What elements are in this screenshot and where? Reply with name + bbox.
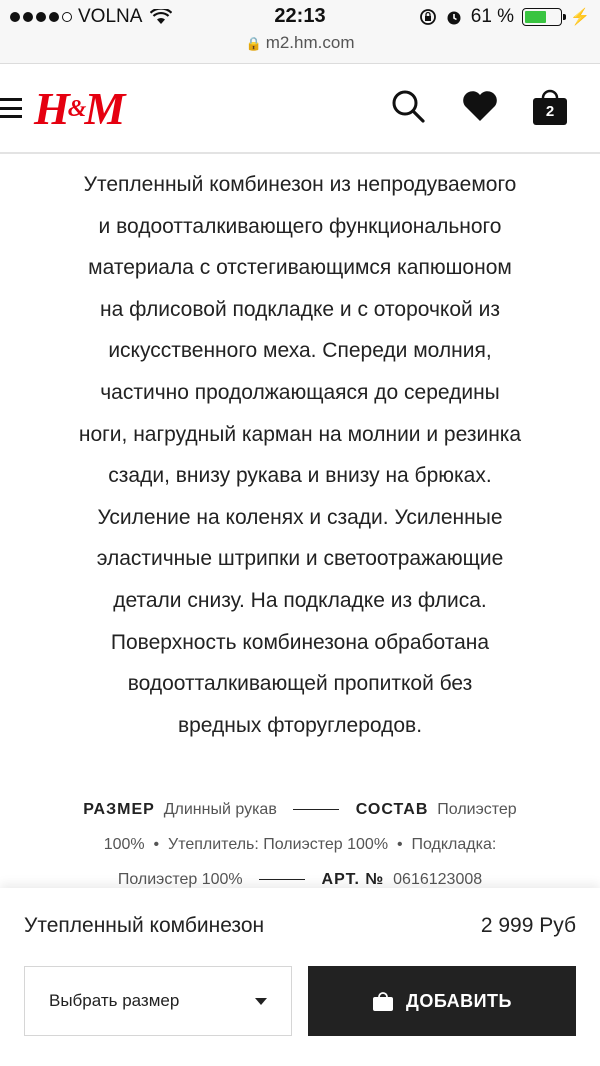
- description-line: Усиление на коленях и сзади. Усиленные: [97, 505, 503, 529]
- description-line: и водоотталкивающего функционального: [98, 214, 502, 238]
- description-line: частично продолжающаяся до середины: [100, 380, 500, 404]
- divider: [259, 879, 305, 880]
- size-value: Длинный рукав: [163, 801, 277, 818]
- status-bar: [0, 0, 600, 64]
- battery-icon: [522, 8, 562, 26]
- description-line: сзади, внизу рукава и внизу на брюках.: [108, 464, 492, 488]
- description-line: искусственного меха. Спереди молния,: [108, 339, 492, 363]
- favorites-heart-icon[interactable]: [460, 86, 500, 126]
- composition-value: Полиэстер 100%: [117, 871, 243, 888]
- shopping-bag-icon: [372, 990, 394, 1012]
- description-line: на флисовой подкладке и с оторочкой из: [100, 297, 500, 321]
- description-line: ноги, нагрудный карман на молнии и резинка: [78, 422, 522, 446]
- charging-icon: ⚡: [570, 9, 590, 26]
- add-to-cart-bar: [0, 888, 600, 1066]
- site-header: [0, 64, 600, 154]
- cart-button[interactable]: [530, 86, 570, 126]
- description-line: детали снизу. На подкладке из флиса.: [113, 588, 487, 612]
- article-value: 0616123008: [393, 871, 483, 888]
- product-name: Утепленный комбинезон: [24, 914, 265, 937]
- product-price: 2 999 Руб: [480, 914, 576, 937]
- article-label: АРТ. №: [321, 871, 385, 888]
- carrier-name: VOLNA: [78, 6, 143, 27]
- battery-percent: 61 %: [470, 6, 515, 27]
- composition-label: СОСТАВ: [355, 801, 429, 818]
- lock-icon: 🔒: [245, 36, 262, 51]
- product-details: РАЗМЕР Длинный рукав СОСТАВ Полиэстер 100% • Утеплитель: Полиэстер 100% • Подкладка: Полиэстер 100% АРТ. № 0616123008: [83, 801, 517, 888]
- product-description: [30, 164, 570, 746]
- add-button-label: ДОБАВИТЬ: [406, 990, 512, 1011]
- description-line: водоотталкивающей пропиткой без: [127, 672, 473, 696]
- status-right: [419, 6, 590, 28]
- search-icon[interactable]: [388, 86, 428, 126]
- composition-value: Подкладка:: [411, 836, 497, 853]
- hm-logo[interactable]: H&M: [34, 83, 124, 134]
- alarm-icon: [445, 8, 463, 26]
- size-select-label: Выбрать размер: [49, 991, 180, 1010]
- composition-value: 100%: [103, 836, 145, 853]
- cart-count: 2: [545, 103, 555, 120]
- url-text: m2.hm.com: [265, 33, 355, 52]
- rotation-lock-icon: [419, 8, 437, 26]
- description-line: материала с отстегивающимся капюшоном: [88, 256, 512, 280]
- composition-value: Утеплитель: Полиэстер 100%: [168, 836, 389, 853]
- address-bar[interactable]: [0, 33, 600, 53]
- description-line: Утепленный комбинезон из непродуваемого: [83, 173, 517, 196]
- status-time: 22:13: [274, 5, 326, 27]
- menu-icon[interactable]: [0, 98, 22, 118]
- divider: [293, 809, 339, 810]
- description-line: Поверхность комбинезона обработана: [110, 630, 490, 654]
- description-line: эластичные штрипки и светоотражающие: [96, 547, 504, 571]
- description-line: вредных фторуглеродов.: [177, 713, 423, 737]
- size-label: РАЗМЕР: [83, 801, 155, 818]
- add-to-cart-button[interactable]: [308, 966, 576, 1036]
- size-select[interactable]: [24, 966, 292, 1036]
- composition-value: Полиэстер: [437, 801, 517, 818]
- chevron-down-icon: [255, 998, 267, 1005]
